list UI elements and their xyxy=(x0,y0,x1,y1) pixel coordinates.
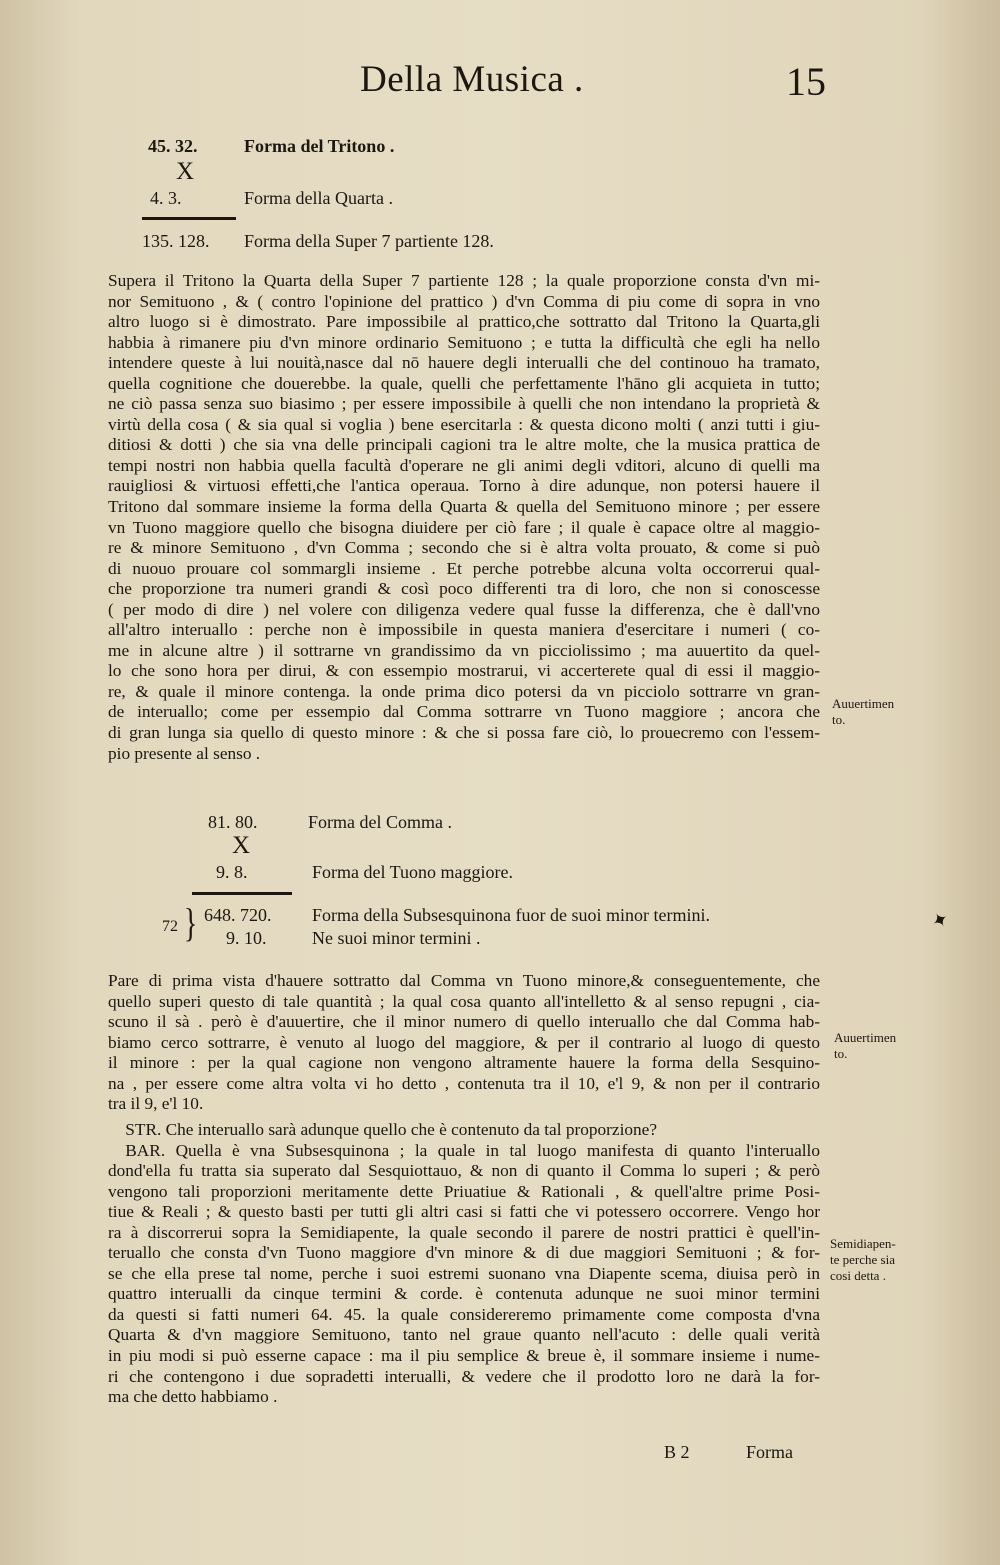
text-line: Pare di prima vista d'hauere sottratto dal Comma vn Tuono minore,& conseguentemente, che xyxy=(108,971,820,990)
margin-note-3 xyxy=(830,1236,896,1284)
text-line: quello superi questo di tale quantità ; la qual cosa quanto all'intelletto & al senso repugni , cia- xyxy=(108,991,820,1011)
text-line: habbia à rimanere piu d'vn minore ordinario Semituono ; e tutta la difficultà che egli ha nello xyxy=(108,332,820,352)
sum-rule xyxy=(142,217,236,220)
text-line: nor Semituono , & ( contro l'opinione del prattico ) d'vn Comma di piu come di sopra in vno xyxy=(108,291,820,311)
margin-note-line: cosi detta . xyxy=(830,1268,886,1283)
text-line: dond'ella fu tratta sia superato dal Sesquiottauo, & non di quanto il Comma lo superi ; & però xyxy=(108,1161,820,1181)
text-line: scuno il sà . però è d'auuertire, che il minor numero di quello interuallo che dal Comma hab- xyxy=(108,1012,820,1032)
table1-row-label: Forma della Super 7 partiente 128. xyxy=(244,231,494,251)
table2-row-label: Forma del Tuono maggiore. xyxy=(312,862,513,882)
table2-row-nums: 81. 80. xyxy=(208,812,258,832)
cross-mark: X xyxy=(232,832,251,859)
table2-row-nums: 9. 8. xyxy=(216,862,248,882)
text-line: che proporzione tra numeri grandi & così poco differenti tra di loro, che non si conoscesse xyxy=(108,579,820,599)
signature-mark: B 2 xyxy=(664,1442,690,1462)
running-title: Della Musica . xyxy=(360,59,584,100)
catchword: Forma xyxy=(746,1442,793,1462)
text-line: all'altro interuallo : perche non è impossibile in questa maniera d'esercitare i numeri ( co- xyxy=(108,620,820,640)
sum-rule xyxy=(192,892,292,895)
text-line: altro luogo si è dimostrato. Pare impossibile al prattico,che sottratto dal Tritono la Quarta,gli xyxy=(108,312,820,332)
text-line: tiue & Reali ; & questo basti per tutti gli altri casi si fatti che vi potessero occorrere. Vengo hor xyxy=(108,1202,820,1222)
text-line: virtù della cosa ( & sia qual si voglia ) bene esercitarla : & questa dicono molti ( anzi tutti i giu- xyxy=(108,414,820,434)
text-line: di nuouo prouare col sommargli insieme . Et perche potrebbe alcuna volta occorrerui qual- xyxy=(108,558,820,578)
speaker-str: STR. xyxy=(125,1120,162,1139)
table1-row-label: Forma del Tritono . xyxy=(244,136,395,156)
paragraph-1 xyxy=(108,271,820,764)
text-line: il minore : per la qual cagione non vengono altramente hauere la forma della Sesquino- xyxy=(108,1053,820,1073)
text-line: quella cognitione che douerebbe. la quale, quelli che perfettamente l'hāno gli acquieta in tutto; xyxy=(108,373,820,393)
margin-note-line: Semidiapen- xyxy=(830,1236,896,1251)
text-line: da questi si fatti numeri 64. 45. la quale considereremo primamente come composta d'vna xyxy=(108,1304,820,1324)
text-line: Supera il Tritono la Quarta della Super 7 partiente 128 ; la quale proporzione consta d'vn mi- xyxy=(108,271,820,290)
margin-note-2 xyxy=(834,1030,896,1062)
text-line: Tritono dal sommare insieme la forma della Quarta & quella del Semituono minore ; per essere xyxy=(108,497,820,517)
table3-row-nums: 9. 10. xyxy=(226,928,267,948)
text-line: rauigliosi & virtuosi effetti,che l'antica operaua. Torno à dire adunque, non potersi hauere il xyxy=(108,476,820,496)
table1-row-nums: 135. 128. xyxy=(142,231,210,251)
text-line: Quarta & d'vn maggiore Semituono, tanto nel graue quanto nell'acuto : delle quali verità xyxy=(108,1325,820,1345)
speech-bar-first-line xyxy=(108,1141,820,1162)
brace-number: 72 xyxy=(162,918,178,935)
text-line: teruallo che consta d'vn Tuono maggiore d'vn minore & di due maggiori Semituoni ; & for- xyxy=(108,1243,820,1263)
text-line: tempi nostri non habbia quella facultà d'operare ne gli animi degli vditori, alcuno di quelli ma xyxy=(108,455,820,475)
margin-note-line: to. xyxy=(832,712,846,727)
table1-row-label: Forma della Quarta . xyxy=(244,188,393,208)
text-line: lo che sono hora per dirui, & con essempio mostrarui, vi accerterete qual di essi il maggio- xyxy=(108,661,820,681)
margin-note-1 xyxy=(832,696,894,728)
table3-row-nums: 648. 720. xyxy=(204,905,272,925)
text-line: de interuallo; come per essempio dal Comma sottrarre vn Tuono maggiore ; ancora che xyxy=(108,702,820,722)
text-line: ne ciò passa senza suo biasimo ; per essere impossibile à quelli che non intendano la proprietà & xyxy=(108,394,820,414)
text-line: Quella è vna Subsesquinona ; la quale in tal luogo manifesta di quanto l'interuallo xyxy=(175,1140,820,1160)
margin-note-line: Auuertimen xyxy=(832,696,895,711)
text-line: se che ella prese tal nome, perche i suoi estremi suonano vna Diapente scema, diuisa però in xyxy=(108,1263,820,1283)
dialogue xyxy=(108,1120,820,1408)
text-line: intendere queste à lui nouità,nasce dal nō hauere degli interualli che del continouo ha tramato, xyxy=(108,353,820,373)
text-line: in piu modi si può esserne capace : ma il piu semplice & breue è, il sommare insieme i nume- xyxy=(108,1346,820,1366)
text-line: ma che detto habbiamo . xyxy=(108,1387,278,1407)
table1-row-nums: 4. 3. xyxy=(150,188,182,208)
text-line: na , per essere come altra volta vi ho detto , contenuta tra il 10, e'l 9, & non per il contrario xyxy=(108,1073,820,1093)
cross-mark: X xyxy=(176,158,195,185)
text-line: me in alcune altre ) il sottrarne vn grandissimo da vn picciolissimo ; ma auuertito da quel- xyxy=(108,640,820,660)
speech-str-text: Che interuallo sarà adunque quello che è contenuto da tal proporzione? xyxy=(165,1120,657,1139)
text-line: quattro interualli da cinque termini & corde. è contenuta adunque ne suoi minor termini xyxy=(108,1284,820,1304)
text-line: tra il 9, e'l 10. xyxy=(108,1094,204,1114)
text-line: re, & quale il minore contenga. la onde prima dico potersi da vn picciolo sottrarre vn gran- xyxy=(108,681,820,701)
table3-row-label: Ne suoi minor termini . xyxy=(312,928,481,948)
table2-row-label: Forma del Comma . xyxy=(308,812,452,832)
text-line: ra à discorrerui sopra la Semidiapente, la quale secondo il parere de nostri prattici è quell'in- xyxy=(108,1222,820,1242)
table1-row-nums: 45. 32. xyxy=(148,136,198,156)
speaker-bar: BAR. xyxy=(125,1140,166,1160)
text-line: ( per modo di dire ) nel volere con diligenza vedere qual fusse la differenza, che è dall'vno xyxy=(108,599,820,619)
speech-str xyxy=(108,1120,820,1141)
table3-row-label: Forma della Subsesquinona fuor de suoi minor termini. xyxy=(312,905,710,925)
text-line: di gran lunga sia quello di questo minore : & che si possa fare ciò, lo prouecremo con l'essem- xyxy=(108,723,820,743)
brace-symbol: } xyxy=(183,900,198,945)
text-line: vengono tali proporzioni meritamente dette Priuatiue & Rationali , & quell'altre prime Posi- xyxy=(108,1181,820,1201)
paragraph-2 xyxy=(108,971,820,1115)
margin-note-line: to. xyxy=(834,1046,848,1061)
ink-mark: ✦ xyxy=(927,907,954,935)
text-line: biamo cerco sottrarre, è venuto al luogo del maggiore, & per il contrario al luogo di questo xyxy=(108,1032,820,1052)
margin-note-line: te perche sia xyxy=(830,1252,895,1267)
page-number: 15 xyxy=(786,59,826,104)
text-line: ditiosi & dotti ) che sia vna delle principali cagioni tra le altre molte, che la musica prattica de xyxy=(108,435,820,455)
text-line: vn Tuono maggiore quello che bisogna diuidere per ciò fare ; il quale è capace oltre al maggio- xyxy=(108,517,820,537)
margin-note-line: Auuertimen xyxy=(834,1030,897,1045)
text-line: ri che contengono i due sopradetti interualli, & vedere che il prodotto loro ne darà la for- xyxy=(108,1366,820,1386)
text-line: pio presente al senso . xyxy=(108,743,261,763)
text-line: re & minore Semituono , d'vn Comma ; secondo che si è altra volta prouato, & come si può xyxy=(108,538,820,558)
